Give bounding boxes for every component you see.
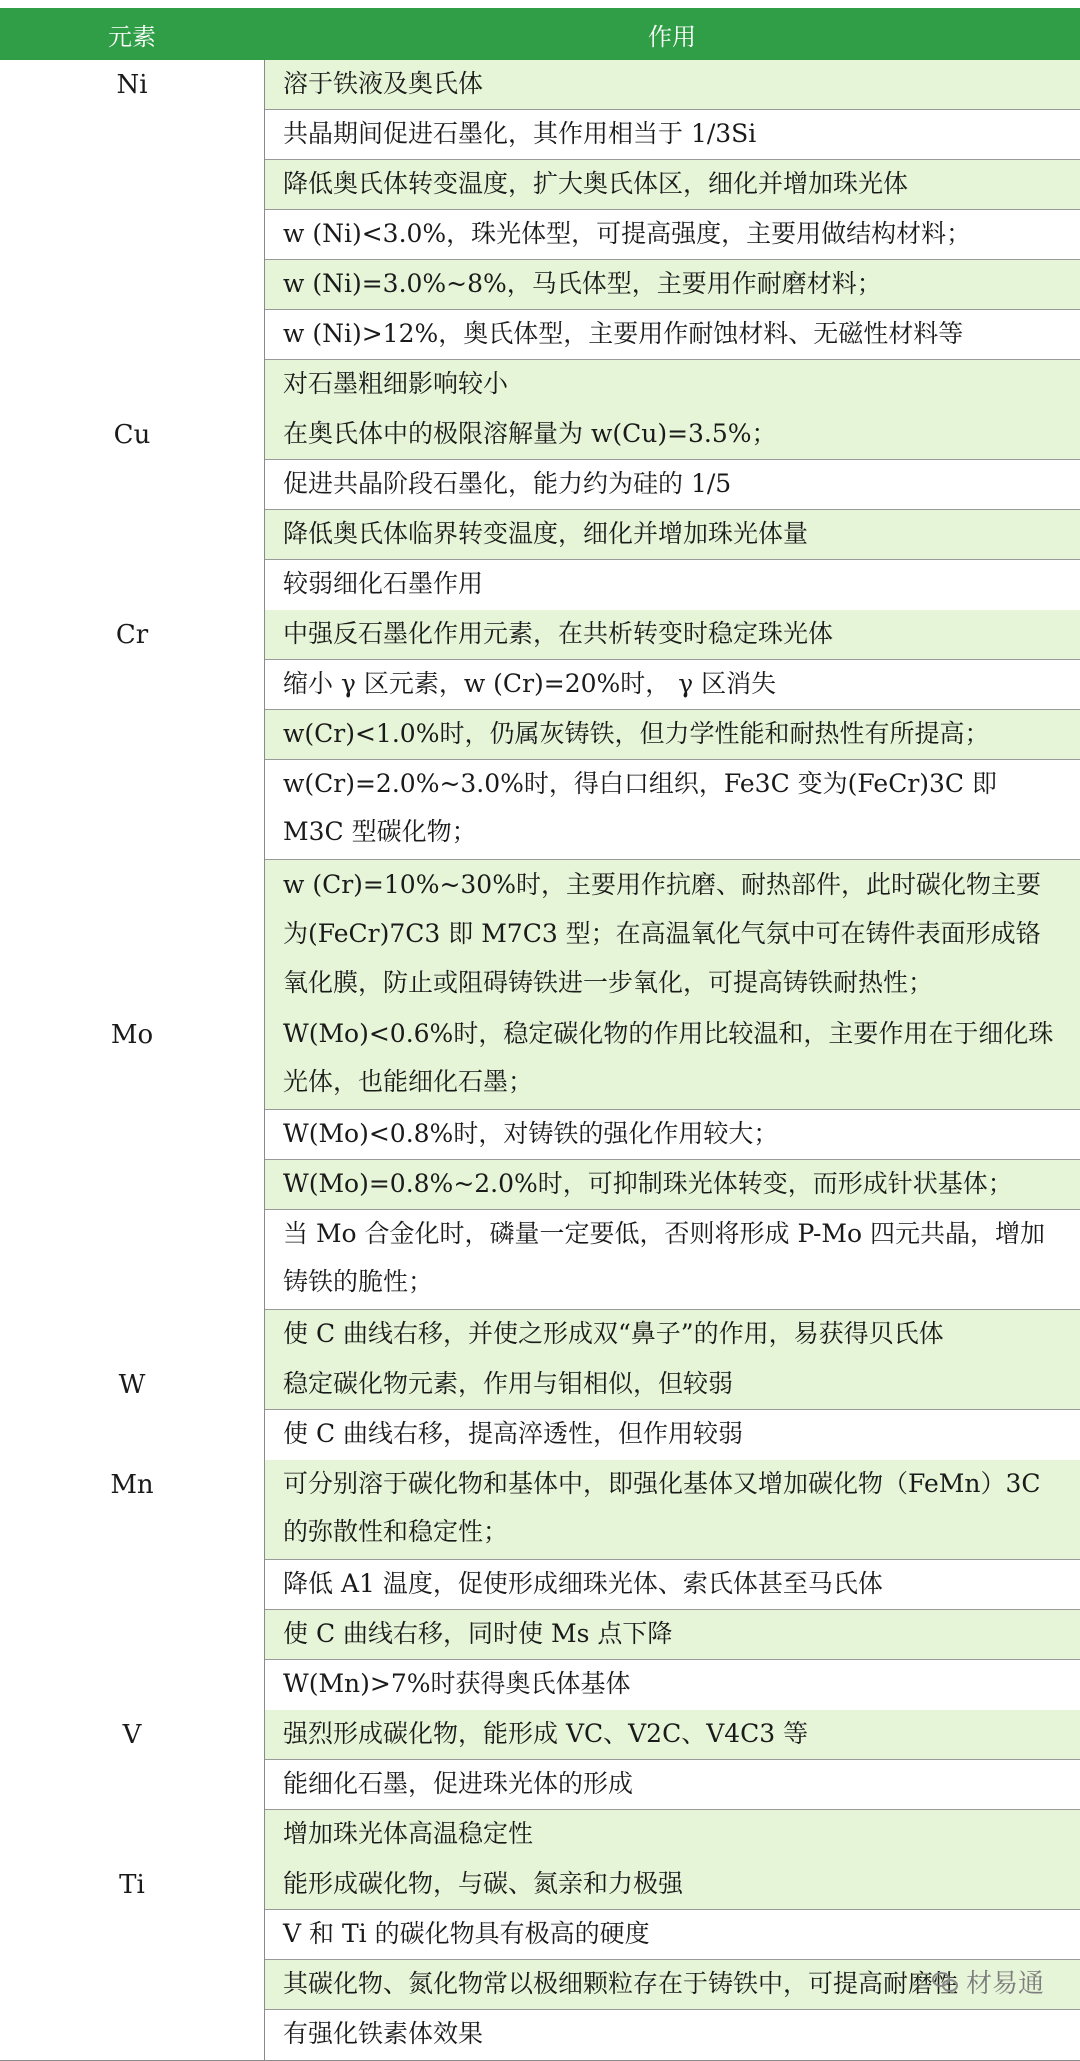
header-element: 元素 <box>108 22 156 51</box>
element-symbol: Mn <box>110 1470 154 1500</box>
effect-row: 使 C 曲线右移，提高淬透性，但作用较弱 <box>265 1410 1080 1460</box>
table-header <box>0 8 1080 60</box>
element-group-mo <box>0 1010 1080 1361</box>
effect-rows <box>265 1010 1080 1360</box>
effect-row: 降低 A1 温度，促使形成细珠光体、索氏体甚至马氏体 <box>265 1560 1080 1610</box>
effect-row: W(Mn)>7%时获得奥氏体基体 <box>265 1660 1080 1710</box>
watermark <box>932 1963 1044 2000</box>
effect-row: 降低奥氏体转变温度，扩大奥氏体区，细化并增加珠光体 <box>265 160 1080 210</box>
effect-rows <box>265 610 1080 1010</box>
element-group-ti <box>0 1860 1080 2061</box>
element-cell <box>0 1460 265 1710</box>
effect-row: w(Cr)<1.0%时，仍属灰铸铁，但力学性能和耐热性有所提高； <box>265 710 1080 760</box>
element-group-w <box>0 1360 1080 1461</box>
element-cell <box>0 610 265 1010</box>
element-cell <box>0 60 265 410</box>
element-group-v <box>0 1710 1080 1861</box>
element-symbol: V <box>122 1720 142 1750</box>
effect-row: W(Mo)<0.6%时，稳定碳化物的作用比较温和，主要作用在于细化珠光体，也能细化石墨； <box>265 1010 1080 1110</box>
effect-row: 使 C 曲线右移，并使之形成双“鼻子”的作用，易获得贝氏体 <box>265 1310 1080 1360</box>
watermark-text: 材易通 <box>965 1969 1044 1999</box>
effect-rows <box>265 410 1080 610</box>
effect-rows <box>265 1460 1080 1710</box>
effect-row: W(Mo)<0.8%时，对铸铁的强化作用较大； <box>265 1110 1080 1160</box>
effect-row: 中强反石墨化作用元素，在共析转变时稳定珠光体 <box>265 610 1080 660</box>
effect-row: 缩小 γ 区元素，w (Cr)=20%时， γ 区消失 <box>265 660 1080 710</box>
effect-row: w (Ni)<3.0%，珠光体型，可提高强度，主要用做结构材料； <box>265 210 1080 260</box>
element-symbol: Cu <box>113 420 151 450</box>
element-cell <box>0 410 265 610</box>
effect-row: 其碳化物、氮化物常以极细颗粒存在于铸铁中，可提高耐磨性 <box>265 1960 1080 2010</box>
element-cell <box>0 1360 265 1460</box>
effect-row: V 和 Ti 的碳化物具有极高的硬度 <box>265 1910 1080 1960</box>
effect-row: 共晶期间促进石墨化，其作用相当于 1/3Si <box>265 110 1080 160</box>
element-cell <box>0 1860 265 2060</box>
element-symbol: W <box>118 1370 146 1400</box>
effect-row: 当 Mo 合金化时，磷量一定要低，否则将形成 P-Mo 四元共晶，增加铸铁的脆性； <box>265 1210 1080 1310</box>
effect-row: 可分别溶于碳化物和基体中，即强化基体又增加碳化物（FeMn）3C 的弥散性和稳定性； <box>265 1460 1080 1560</box>
effect-row: 在奥氏体中的极限溶解量为 w(Cu)=3.5%； <box>265 410 1080 460</box>
effect-rows <box>265 1860 1080 2060</box>
element-symbol: Mo <box>110 1020 154 1050</box>
effect-row: 使 C 曲线右移，同时使 Ms 点下降 <box>265 1610 1080 1660</box>
effect-row: 降低奥氏体临界转变温度，细化并增加珠光体量 <box>265 510 1080 560</box>
effect-row: 能形成碳化物，与碳、氮亲和力极强 <box>265 1860 1080 1910</box>
element-symbol: Cr <box>115 620 149 650</box>
effect-rows <box>265 60 1080 410</box>
effect-rows <box>265 1360 1080 1460</box>
effect-row: 溶于铁液及奥氏体 <box>265 60 1080 110</box>
element-cell <box>0 1010 265 1360</box>
element-symbol: Ti <box>119 1870 145 1900</box>
effect-row: 强烈形成碳化物，能形成 VC、V2C、V4C3 等 <box>265 1710 1080 1760</box>
element-symbol: Ni <box>116 70 148 100</box>
header-effect: 作用 <box>648 22 696 51</box>
element-cell <box>0 1710 265 1860</box>
effect-row: 促进共晶阶段石墨化，能力约为硅的 1/5 <box>265 460 1080 510</box>
element-group-ni <box>0 60 1080 411</box>
effect-row: w (Ni)>12%，奥氏体型，主要用作耐蚀材料、无磁性材料等 <box>265 310 1080 360</box>
effect-row: 稳定碳化物元素，作用与钼相似，但较弱 <box>265 1360 1080 1410</box>
effect-row: 对石墨粗细影响较小 <box>265 360 1080 410</box>
effect-row: 较弱细化石墨作用 <box>265 560 1080 610</box>
effect-row: 能细化石墨，促进珠光体的形成 <box>265 1760 1080 1810</box>
effect-rows <box>265 1710 1080 1860</box>
effect-row: W(Mo)=0.8%~2.0%时，可抑制珠光体转变，而形成针状基体； <box>265 1160 1080 1210</box>
wechat-icon <box>932 1972 958 1992</box>
element-group-mn <box>0 1460 1080 1711</box>
effect-row: w (Cr)=10%~30%时，主要用作抗磨、耐热部件，此时碳化物主要为(FeCr)7C3 即 M7C3 型；在高温氧化气氛中可在铸件表面形成铬氧化膜，防止或阻碍铸铁进一步氧化，可提高铸铁耐热性； <box>265 860 1080 1010</box>
effect-row: w(Cr)=2.0%~3.0%时，得白口组织，Fe3C 变为(FeCr)3C 即 M3C 型碳化物； <box>265 760 1080 860</box>
effect-row: 有强化铁素体效果 <box>265 2010 1080 2060</box>
element-group-cu <box>0 410 1080 611</box>
effect-row: w (Ni)=3.0%~8%，马氏体型，主要用作耐磨材料； <box>265 260 1080 310</box>
effect-row: 增加珠光体高温稳定性 <box>265 1810 1080 1860</box>
element-group-cr <box>0 610 1080 1011</box>
